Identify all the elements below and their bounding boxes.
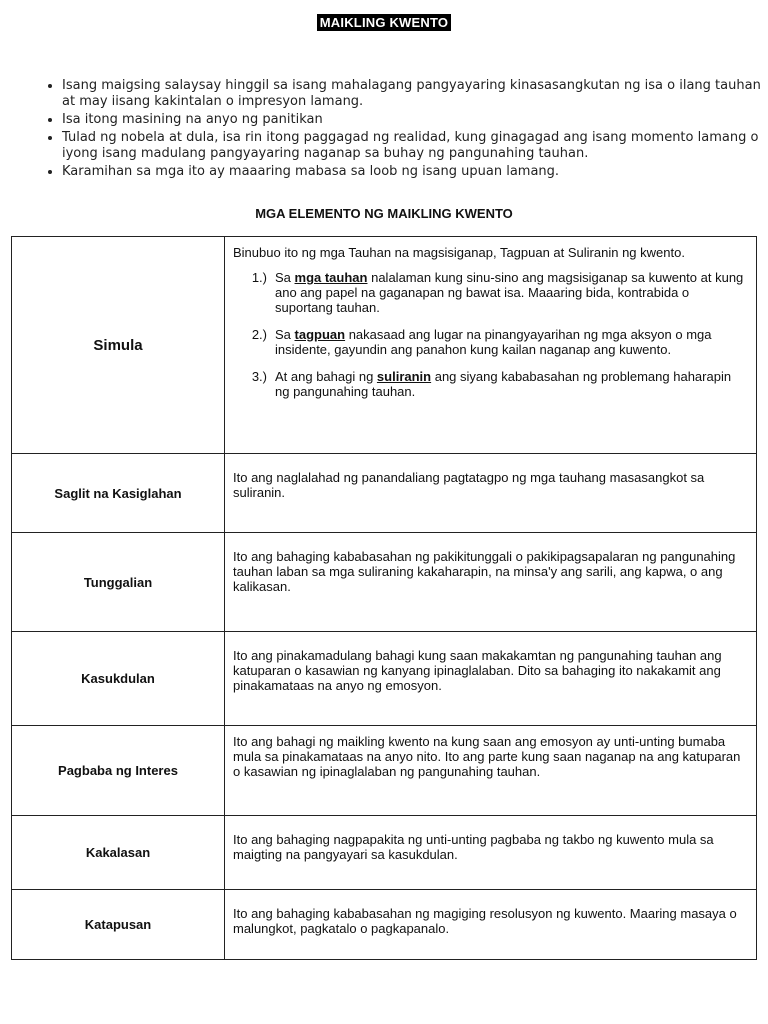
item-number: 1.) xyxy=(251,270,267,285)
element-label: Pagbaba ng Interes xyxy=(12,726,225,816)
element-label: Kakalasan xyxy=(12,816,225,890)
item-number: 3.) xyxy=(251,369,267,384)
bullet-item: • Karamihan sa mga ito ay maaaring mabasa sa loob ng isang upuan lamang. xyxy=(62,164,768,180)
element-label: Saglit na Kasiglahan xyxy=(12,454,225,533)
page-title: MAIKLING KWENTO xyxy=(317,14,451,31)
element-description: Ito ang bahaging kababasahan ng magiging resolusyon ng kuwento. Maaring masaya o malungkot, pagkatalo o pagkapanalo. xyxy=(225,890,757,960)
elements-table xyxy=(11,236,757,960)
element-description: Ito ang bahagi ng maikling kwento na kung saan ang emosyon ay unti-unting bumaba mula sa pinakamataas na anyo nito. Ito ang parte kung saan naganap na ang katuparan o kasawian ng ipinaglalaban ng pangunahing tauhan. xyxy=(225,726,757,816)
element-description: Ito ang pinakamadulang bahagi kung saan makakamtan ng pangunahing tauhan ang katuparan o kasawian ng kanyang ipinaglalaban. Dito sa bahaging ito nakakamit ang pinakamataas na anyo ng emosyon. xyxy=(225,632,757,726)
table-row xyxy=(12,890,757,960)
bullet-item: • Tulad ng nobela at dula, isa rin itong paggagad ng realidad, kung ginagagad ang isang momento lamang o iyong isang madulang pangyayaring naganap sa buhay ng pangunahing tauhan. xyxy=(62,130,768,162)
keyword: tagpuan xyxy=(294,327,346,342)
table-row xyxy=(12,533,757,632)
table-row xyxy=(12,816,757,890)
element-description: Ito ang naglalahad ng panandaliang pagtatagpo ng mga tauhang masasangkot sa suliranin. xyxy=(225,454,757,533)
element-label: Kasukdulan xyxy=(12,632,225,726)
simula-intro: Binubuo ito ng mga Tauhan na magsisiganap, Tagpuan at Suliranin ng kwento. xyxy=(233,245,685,260)
section-heading: MGA ELEMENTO NG MAIKLING KWENTO xyxy=(255,206,513,221)
list-item xyxy=(233,369,748,399)
item-text: At ang bahagi ng suliranin ang siyang kababasahan ng problemang haharapin ng pangunahing tauhan. xyxy=(275,369,732,399)
element-label: Tunggalian xyxy=(12,533,225,632)
table-row xyxy=(12,726,757,816)
keyword: suliranin xyxy=(376,369,432,384)
table-row xyxy=(12,237,757,454)
bullet-item: • Isang maigsing salaysay hinggil sa isang mahalagang pangyayaring kinasasangkutan ng isa o ilang tauhan at may iisang kakintalan o impresyon lamang. xyxy=(62,78,768,110)
list-item xyxy=(233,327,748,357)
bullet-item: • Isa itong masining na anyo ng panitikan xyxy=(62,112,768,128)
table-row xyxy=(12,632,757,726)
simula-parts-list xyxy=(233,270,748,399)
element-description: Ito ang bahaging kababasahan ng pakikitunggali o pakikipagsapalaran ng pangunahing tauhan laban sa mga suliraning kakaharapin, na minsa'y ang sarili, ang kapwa, o ang kalikasan. xyxy=(225,533,757,632)
element-description xyxy=(225,237,757,454)
element-label: Simula xyxy=(12,237,225,454)
item-number: 2.) xyxy=(251,327,267,342)
item-text: Sa tagpuan nakasaad ang lugar na pinangyayarihan ng mga aksyon o mga insidente, gayundin ang panahon kung kailan naganap ang kuwento. xyxy=(275,327,712,357)
keyword: mga tauhan xyxy=(294,270,368,285)
item-text: Sa mga tauhan nalalaman kung sinu-sino ang magsisiganap sa kuwento at kung ano ang papel na gaganapan ng bawat isa. Maaaring bida, kontrabida o suportang tauhan. xyxy=(275,270,744,315)
list-item xyxy=(233,270,748,315)
element-label: Katapusan xyxy=(12,890,225,960)
intro-bullet-list xyxy=(40,78,768,182)
element-description: Ito ang bahaging nagpapakita ng unti-unting pagbaba ng takbo ng kuwento mula sa maigting na pangyayari sa kasukdulan. xyxy=(225,816,757,890)
table-row xyxy=(12,454,757,533)
